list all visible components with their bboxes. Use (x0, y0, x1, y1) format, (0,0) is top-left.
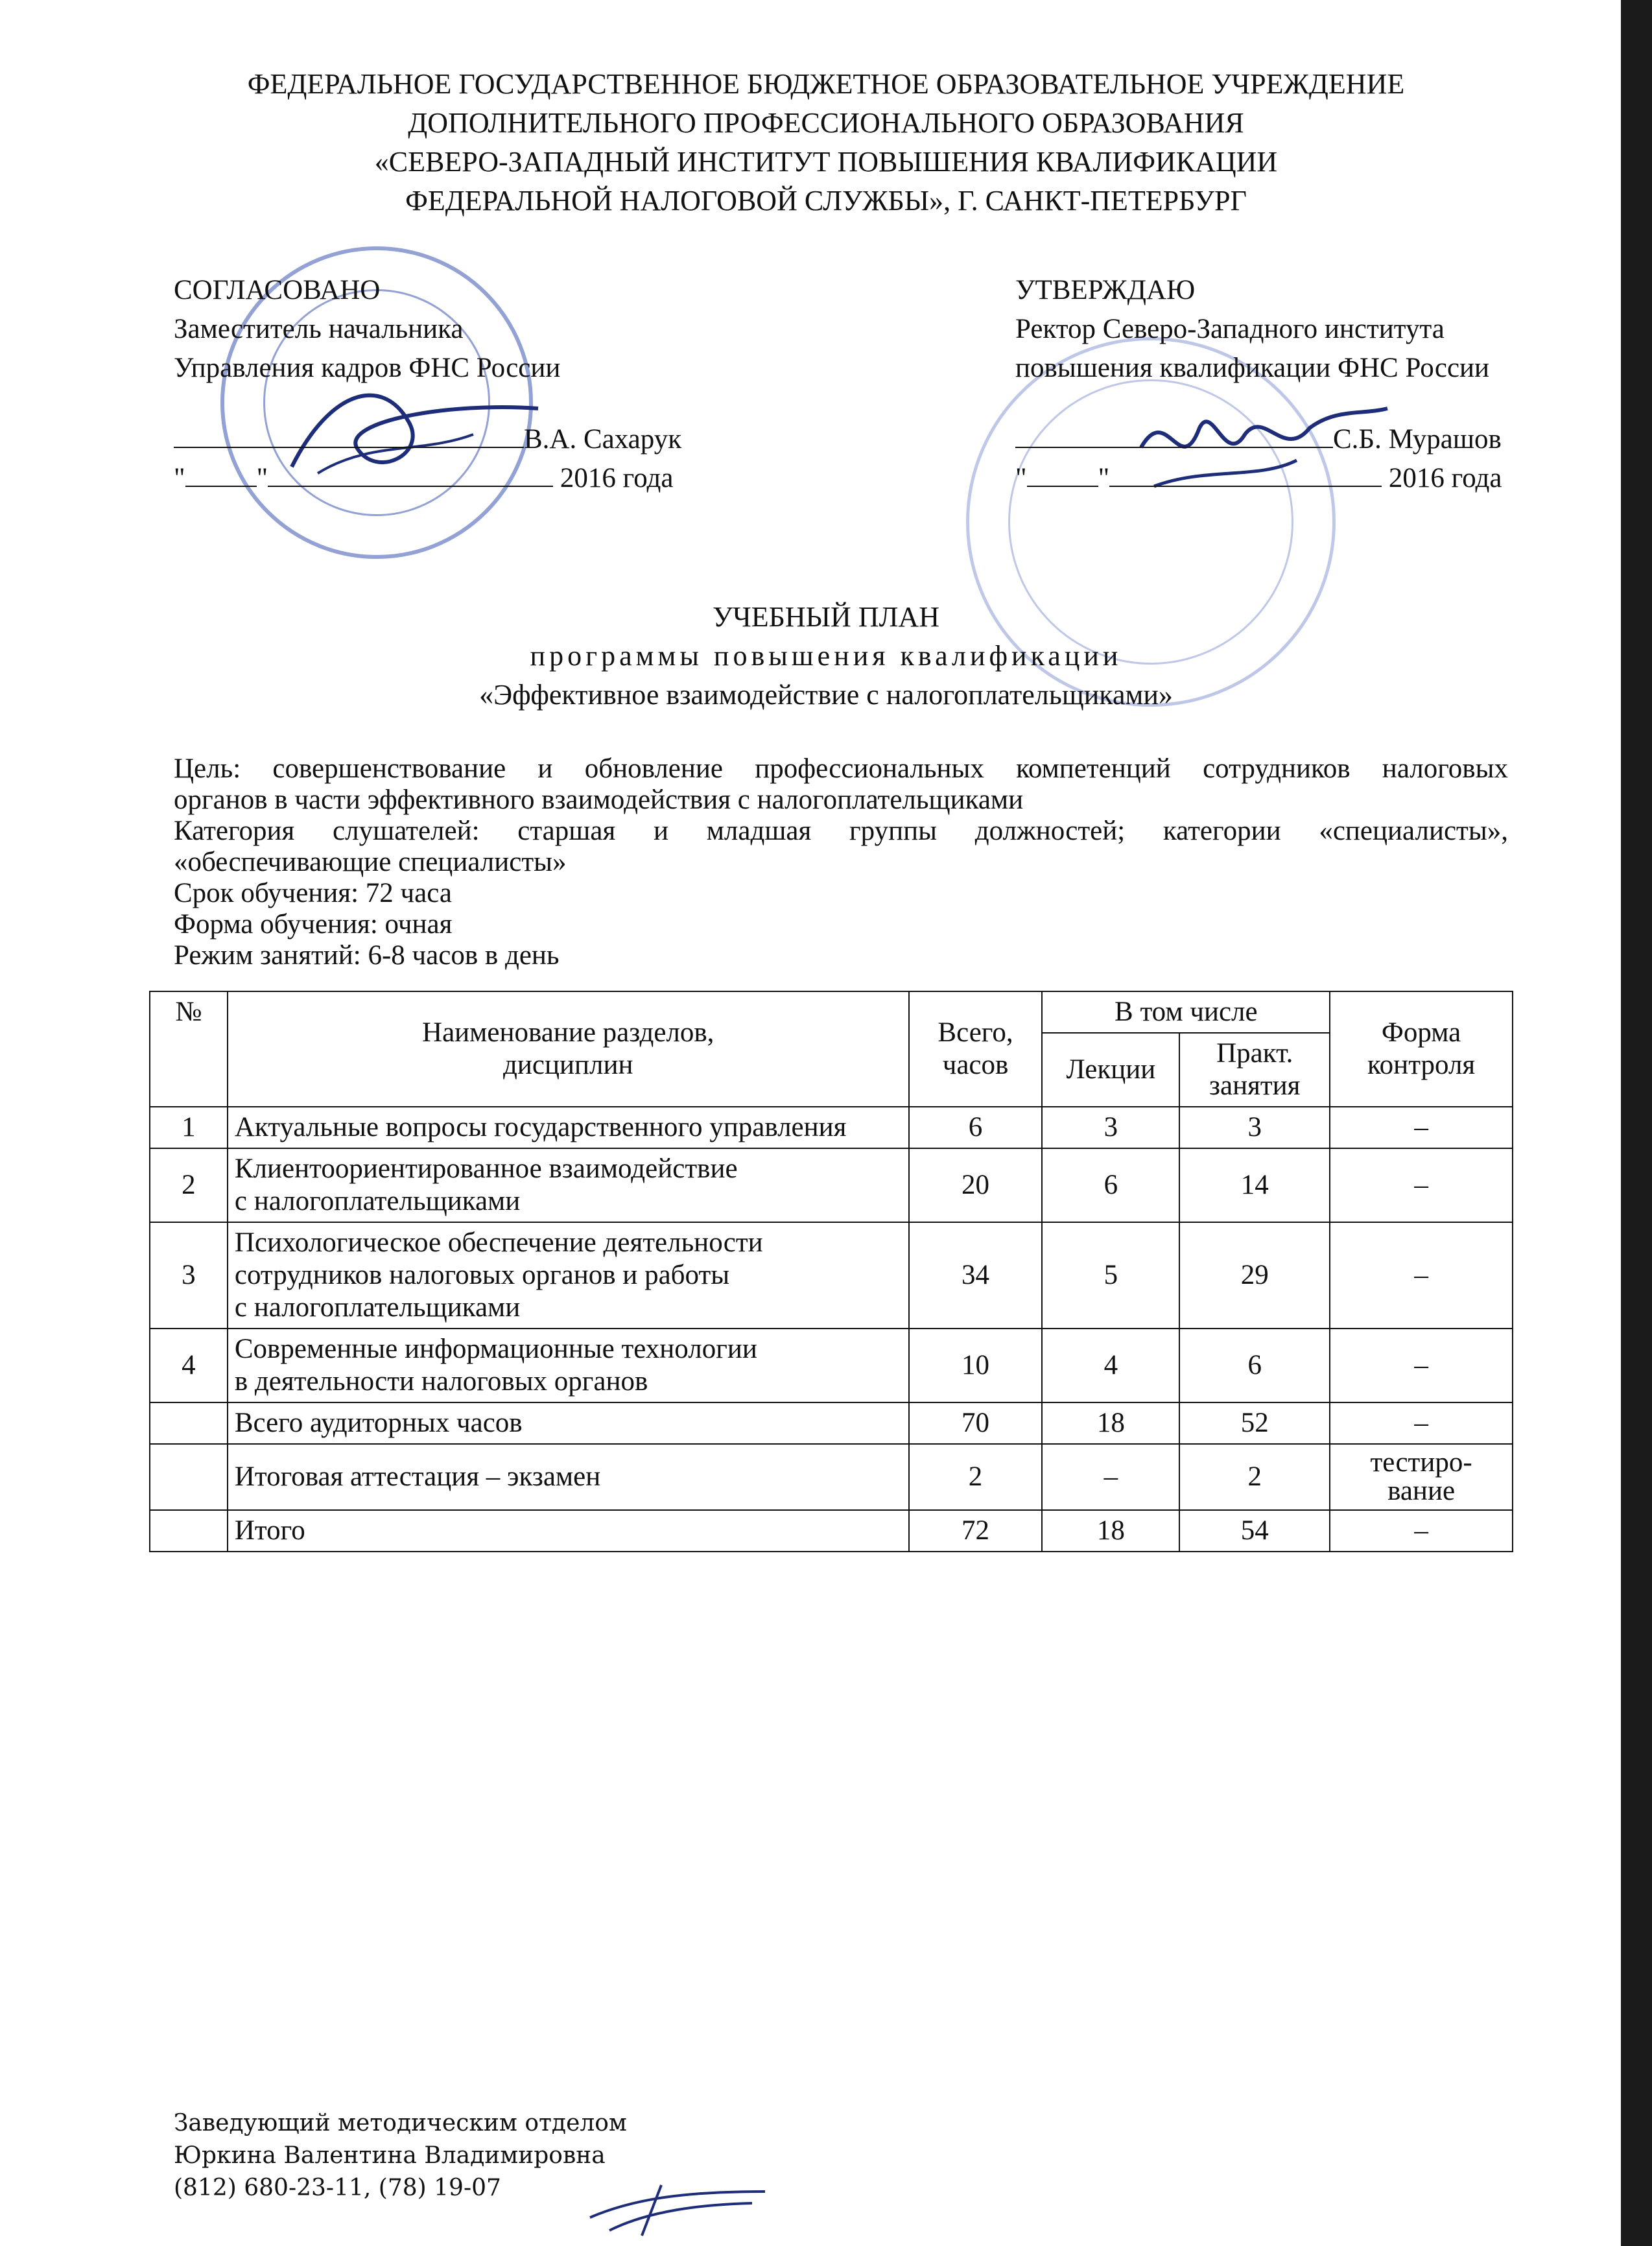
row-number (150, 1444, 228, 1510)
row-name (228, 1444, 909, 1510)
table-row (150, 1222, 1513, 1329)
footer-phone: (812) 680-23-11, (78) 19-07 (174, 2175, 501, 2201)
col-header-total-line: часов (942, 1050, 1009, 1080)
schedule-text: Режим занятий: 6-8 часов в день (174, 940, 560, 971)
header-line: ФЕДЕРАЛЬНОЙ НАЛОГОВОЙ СЛУЖБЫ», Г. САНКТ-ПЕТЕРБУРГ (405, 185, 1247, 217)
col-header-practice-line: занятия (1209, 1070, 1301, 1101)
table-header-row (150, 991, 1513, 1033)
row-control-form: тестиро-вание (1330, 1444, 1513, 1510)
row-name-line: Итого (234, 1515, 305, 1546)
header-line: «СЕВЕРО-ЗАПАДНЫЙ ИНСТИТУТ ПОВЫШЕНИЯ КВАЛИФИКАЦИИ (374, 146, 1278, 178)
approval-signature-line (174, 420, 692, 459)
audience-text: Категория слушателей: старшая и младшая группы должностей; категории «специалисты», (174, 816, 1508, 846)
footer-contact (174, 2107, 627, 2205)
row-total-hours: 34 (909, 1222, 1043, 1329)
row-control-form: – (1330, 1107, 1513, 1148)
footer-position: Заведующий методическим отделом (174, 2110, 627, 2136)
document-subtitle: программы повышения квалификации (530, 640, 1122, 672)
row-control-form: – (1330, 1510, 1513, 1552)
approval-heading: СОГЛАСОВАНО (174, 275, 381, 305)
row-name-line: Клиентоориентированное взаимодействие (234, 1153, 738, 1184)
row-name (228, 1222, 909, 1329)
row-name-line: с налогоплательщиками (234, 1186, 521, 1216)
study-form-text: Форма обучения: очная (174, 909, 453, 940)
approval-year: 2016 года (1388, 463, 1502, 493)
approval-position: Управления кадров ФНС России (174, 353, 561, 383)
row-control-form: – (1330, 1329, 1513, 1402)
row-lecture-hours: 3 (1042, 1107, 1179, 1148)
row-name-line: в деятельности налоговых органов (234, 1366, 648, 1397)
col-header-control (1330, 991, 1513, 1107)
date-quote-open: " (174, 463, 185, 493)
date-day-blank (1027, 486, 1098, 487)
table-row (150, 1148, 1513, 1222)
row-name-line: сотрудников налоговых органов и работы (234, 1260, 730, 1290)
approval-name: С.Б. Мурашов (1333, 424, 1502, 455)
row-lecture-hours: 4 (1042, 1329, 1179, 1402)
row-name (228, 1510, 909, 1552)
row-practice-hours: 29 (1179, 1222, 1330, 1329)
approval-position: Заместитель начальника (174, 314, 464, 344)
row-practice-hours: 54 (1179, 1510, 1330, 1552)
goal-text: Цель: совершенствование и обновление профессиональных компетенций сотрудников налоговых (174, 753, 1508, 784)
row-practice-hours: 2 (1179, 1444, 1330, 1510)
date-quote-open: " (1015, 463, 1027, 493)
col-header-practice (1179, 1033, 1330, 1107)
table-row (150, 1510, 1513, 1552)
date-month-blank (1109, 486, 1382, 487)
row-number: 2 (150, 1148, 228, 1222)
institution-header (0, 65, 1652, 220)
audience-text: «обеспечивающие специалисты» (174, 847, 567, 877)
row-name (228, 1402, 909, 1444)
col-header-lectures: Лекции (1042, 1033, 1179, 1107)
row-control-form: – (1330, 1148, 1513, 1222)
row-name (228, 1107, 909, 1148)
row-practice-hours: 14 (1179, 1148, 1330, 1222)
duration-text: Срок обучения: 72 часа (174, 878, 452, 908)
row-number (150, 1402, 228, 1444)
approval-year: 2016 года (560, 463, 674, 493)
row-lecture-hours: 6 (1042, 1148, 1179, 1222)
row-name-line: Всего аудиторных часов (234, 1408, 523, 1438)
row-practice-hours: 52 (1179, 1402, 1330, 1444)
document-title: УЧЕБНЫЙ ПЛАН (713, 601, 939, 633)
row-control-form: – (1330, 1222, 1513, 1329)
row-lecture-hours: 5 (1042, 1222, 1179, 1329)
date-quote-close: " (256, 463, 268, 493)
row-total-hours: 10 (909, 1329, 1043, 1402)
table-row (150, 1444, 1513, 1510)
row-lecture-hours: 18 (1042, 1510, 1179, 1552)
program-description (174, 753, 1508, 971)
approval-heading: УТВЕРЖДАЮ (1015, 275, 1196, 305)
header-line: ФЕДЕРАЛЬНОЕ ГОСУДАРСТВЕННОЕ БЮДЖЕТНОЕ ОБРАЗОВАТЕЛЬНОЕ УЧРЕЖДЕНИЕ (247, 68, 1405, 100)
goal-text: органов в части эффективного взаимодействия с налогоплательщиками (174, 785, 1024, 815)
row-name-line: Психологическое обеспечение деятельности (234, 1227, 763, 1258)
col-header-control-line: контроля (1367, 1050, 1476, 1080)
row-practice-hours: 6 (1179, 1329, 1330, 1402)
approval-position: Ректор Северо-Западного института (1015, 314, 1445, 344)
table-row (150, 1107, 1513, 1148)
scan-page-edge (1621, 0, 1652, 2246)
date-quote-close: " (1098, 463, 1110, 493)
row-number: 1 (150, 1107, 228, 1148)
row-name-line: Итоговая аттестация – экзамен (234, 1461, 601, 1492)
col-header-number: № (150, 991, 228, 1107)
approval-block-approved (1015, 271, 1534, 498)
row-number (150, 1510, 228, 1552)
col-header-name-line: Наименование разделов, (422, 1017, 714, 1048)
row-name-line: с налогоплательщиками (234, 1292, 521, 1323)
row-lecture-hours: – (1042, 1444, 1179, 1510)
row-name (228, 1148, 909, 1222)
col-header-total-line: Всего, (938, 1017, 1013, 1048)
row-total-hours: 20 (909, 1148, 1043, 1222)
row-number: 3 (150, 1222, 228, 1329)
row-practice-hours: 3 (1179, 1107, 1330, 1148)
row-name-line: Актуальные вопросы государственного управления (234, 1112, 847, 1142)
approval-position: повышения квалификации ФНС России (1015, 353, 1490, 383)
date-month-blank (268, 486, 553, 487)
col-header-including: В том числе (1042, 991, 1330, 1033)
program-name: «Эффективное взаимодействие с налогоплательщиками» (479, 679, 1173, 711)
signature-footer (584, 2179, 778, 2237)
col-header-practice-line: Практ. (1216, 1038, 1293, 1069)
row-name-line: Современные информационные технологии (234, 1334, 757, 1364)
table-row (150, 1402, 1513, 1444)
row-total-hours: 70 (909, 1402, 1043, 1444)
row-name (228, 1329, 909, 1402)
row-total-hours: 6 (909, 1107, 1043, 1148)
signature-underline (174, 447, 524, 448)
approval-name: В.А. Сахарук (524, 424, 682, 455)
table-row (150, 1329, 1513, 1402)
col-header-control-line: Форма (1381, 1017, 1461, 1048)
signature-underline (1015, 447, 1333, 448)
approval-signature-line (1015, 420, 1534, 459)
col-header-name (228, 991, 909, 1107)
header-line: ДОПОЛНИТЕЛЬНОГО ПРОФЕССИОНАЛЬНОГО ОБРАЗОВАНИЯ (408, 107, 1244, 139)
curriculum-table (149, 991, 1513, 1552)
table-body (150, 1107, 1513, 1552)
approval-block-agreed (174, 271, 692, 498)
row-total-hours: 72 (909, 1510, 1043, 1552)
row-control-form: – (1330, 1402, 1513, 1444)
footer-person: Юркина Валентина Владимировна (174, 2142, 606, 2169)
row-number: 4 (150, 1329, 228, 1402)
col-header-total (909, 991, 1043, 1107)
approval-date-line (1015, 459, 1534, 498)
document-title-block (0, 598, 1652, 715)
row-lecture-hours: 18 (1042, 1402, 1179, 1444)
date-day-blank (185, 486, 257, 487)
row-total-hours: 2 (909, 1444, 1043, 1510)
col-header-name-line: дисциплин (502, 1050, 633, 1080)
approval-date-line (174, 459, 692, 498)
